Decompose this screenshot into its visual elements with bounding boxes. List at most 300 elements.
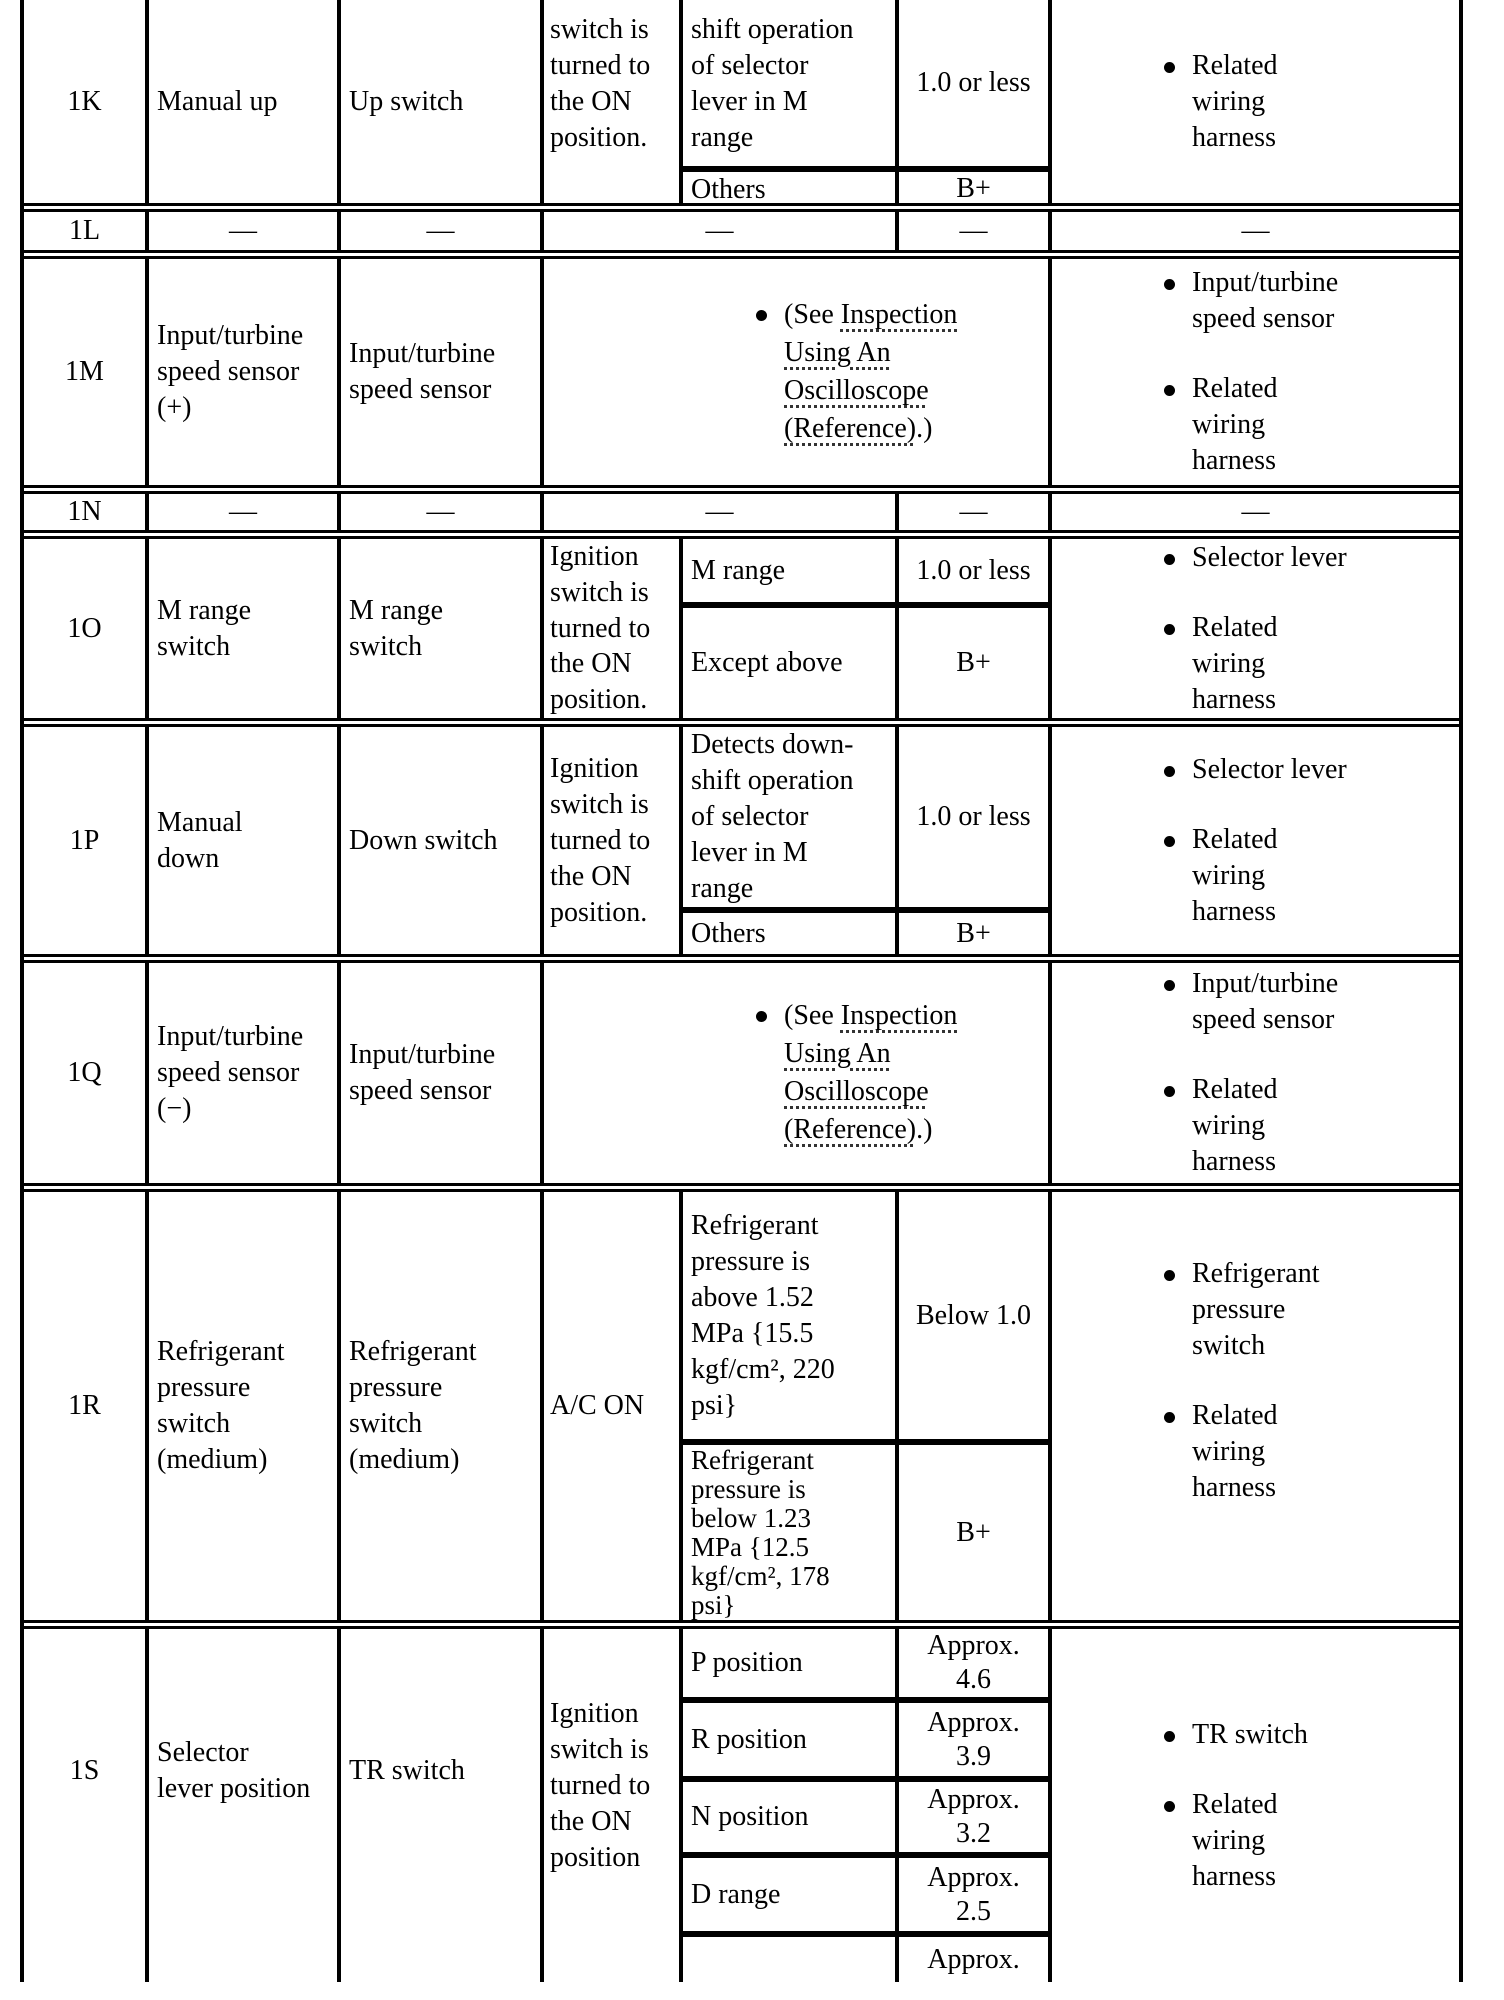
inspection-item	[1164, 1787, 1278, 1895]
text-line: position.	[550, 684, 648, 716]
text-line: wiring	[1192, 647, 1266, 679]
inspection-item	[1164, 48, 1278, 156]
inspection-cell	[1052, 1192, 1459, 1620]
terminal-cell	[24, 212, 149, 250]
bullet-icon	[1164, 836, 1175, 847]
dash-cell	[1052, 212, 1459, 250]
text-line: lever position	[157, 1772, 311, 1804]
inspection-item-text	[1192, 1717, 1308, 1753]
text-line: speed sensor	[349, 374, 492, 405]
oscilloscope-reference-link[interactable]: (Reference)	[784, 413, 917, 444]
dash-cell	[1052, 494, 1459, 530]
dash-cell	[544, 494, 899, 530]
text-line: kgf/cm², 220	[691, 1353, 835, 1385]
connected-to-cell	[341, 727, 544, 954]
test-condition-cell	[544, 1629, 683, 1982]
condition-cell	[683, 1629, 899, 1697]
test-condition-cell	[544, 539, 683, 718]
inspection-item-text	[1192, 540, 1347, 576]
terminal-cell	[24, 539, 149, 718]
table-row-1R	[24, 1192, 1459, 1629]
inspection-item-text	[1192, 752, 1347, 788]
inspection-item-text	[1192, 1072, 1278, 1180]
text-line: wiring	[1192, 859, 1266, 891]
inspection-item-text	[1192, 966, 1338, 1038]
text-line: Approx.	[927, 1630, 1020, 1661]
terminal-label: 1M	[65, 356, 104, 387]
terminal-cell	[24, 494, 149, 530]
condition-cell	[683, 727, 899, 907]
bullet-icon	[1164, 1086, 1175, 1097]
oscilloscope-note-cell	[544, 963, 1052, 1183]
text-line: wiring	[1192, 1110, 1266, 1141]
text-line: N position	[691, 1801, 809, 1832]
condition-subrow	[683, 1192, 1048, 1445]
terminal-cell	[24, 0, 149, 203]
terminal-cell	[24, 963, 149, 1183]
condition-subrow	[683, 172, 1048, 203]
text-line: MPa {15.5	[691, 1317, 814, 1349]
condition-voltage-group	[683, 727, 1052, 954]
terminal-label: 1K	[67, 85, 102, 117]
bullet-icon	[756, 1011, 767, 1022]
note-line	[784, 1073, 957, 1111]
table-row-1P	[24, 727, 1459, 963]
note-text-plain: (See	[784, 299, 841, 330]
text-line: 2.5	[956, 1895, 991, 1927]
note-text	[784, 296, 957, 448]
bullet-icon	[1164, 624, 1175, 635]
inspection-item-text	[1192, 1398, 1278, 1506]
text-line: TR switch	[349, 1754, 465, 1786]
bullet-icon	[1164, 1731, 1175, 1742]
text-line: switch is	[550, 14, 649, 45]
dash: —	[1241, 215, 1270, 246]
terminal-cell	[24, 1192, 149, 1620]
text-line: pressure is	[691, 1245, 810, 1277]
text-line: pressure	[1192, 1294, 1286, 1325]
text-line: MPa {12.5	[691, 1531, 809, 1562]
table-row-1S	[24, 1629, 1459, 1982]
dash: —	[426, 496, 455, 527]
voltage-cell	[899, 1782, 1048, 1852]
text-line: harness	[1192, 121, 1276, 153]
table-row-1N	[24, 494, 1459, 539]
text-line: Related	[1192, 1074, 1278, 1105]
note-text-plain: .)	[916, 1114, 933, 1145]
bullet-icon	[1164, 1801, 1175, 1812]
oscilloscope-reference-link[interactable]: Oscilloscope	[784, 1076, 929, 1107]
dash: —	[229, 215, 257, 246]
text-line: switch	[1192, 1330, 1266, 1361]
text-line: M range	[691, 554, 786, 586]
inspection-cell	[1052, 1629, 1459, 1982]
text-line: of selector	[691, 801, 809, 832]
condition-cell	[683, 0, 899, 166]
terminal-label: 1Q	[67, 1057, 102, 1088]
text-line: turned to	[550, 612, 651, 644]
voltage-cell	[899, 0, 1048, 166]
inspection-item-text	[1192, 1787, 1278, 1895]
text-line: the ON	[550, 648, 632, 680]
bullet-icon	[1164, 1270, 1175, 1281]
text-line: Refrigerant	[691, 1445, 814, 1475]
note-line	[784, 372, 957, 410]
text-line: below 1.23	[691, 1502, 811, 1533]
condition-subrow	[683, 1445, 1048, 1620]
condition-subrow	[683, 727, 1048, 913]
inspection-item	[1164, 265, 1338, 337]
text-line: (medium)	[349, 1444, 460, 1475]
text-line: pressure	[157, 1372, 251, 1403]
condition-cell	[683, 1858, 899, 1931]
note-text-plain: (See	[784, 1000, 841, 1031]
text-line: Related	[1192, 1788, 1278, 1820]
oscilloscope-reference-link[interactable]: (Reference)	[784, 1114, 917, 1145]
text-line: harness	[1192, 445, 1276, 476]
dash-cell	[341, 494, 544, 530]
oscilloscope-reference-link[interactable]: Inspection	[840, 299, 958, 330]
connected-to-cell	[341, 963, 544, 1183]
text-line: M range	[157, 594, 252, 626]
condition-subrow	[683, 0, 1048, 172]
text-line: Refrigerant	[349, 1336, 477, 1367]
oscilloscope-reference-link[interactable]: Oscilloscope	[784, 375, 929, 406]
table-row-1Q	[24, 963, 1459, 1192]
text-line: wiring	[1192, 409, 1266, 440]
text-line: position.	[550, 896, 648, 928]
text-line: Others	[691, 917, 766, 949]
text-line: switch	[349, 630, 423, 662]
dash-cell	[544, 212, 899, 250]
terminal-label: 1R	[68, 1390, 101, 1421]
text-line: Approx.	[927, 1861, 1020, 1893]
table-row-1L	[24, 212, 1459, 259]
dash-cell	[149, 212, 341, 250]
note-line	[784, 410, 957, 448]
text-line: harness	[1192, 683, 1276, 715]
terminal-label: 1O	[67, 612, 102, 644]
text-line: (+)	[157, 392, 192, 423]
inspection-cell	[1052, 963, 1459, 1183]
text-line: Refrigerant	[691, 1209, 819, 1241]
condition-subrow	[683, 1782, 1048, 1858]
note-line	[784, 296, 957, 334]
text-line: B+	[956, 1516, 991, 1548]
inspection-cell	[1052, 539, 1459, 718]
text-line: psi}	[691, 1389, 738, 1421]
condition-cell	[683, 608, 899, 718]
text-line: Detects down-	[691, 729, 854, 760]
voltage-cell	[899, 608, 1048, 718]
note-text-plain: .)	[916, 413, 933, 444]
bullet-icon	[1164, 766, 1175, 777]
text-line: M range	[349, 594, 444, 626]
inspection-item	[1164, 371, 1278, 479]
text-line: R position	[691, 1723, 807, 1755]
note-line	[784, 1111, 957, 1149]
inspection-item-text	[1192, 822, 1278, 930]
text-line: down	[157, 842, 220, 874]
voltage-cell	[899, 727, 1048, 907]
condition-cell	[683, 539, 899, 602]
condition-cell	[683, 172, 899, 203]
voltage-cell	[899, 913, 1048, 954]
text-line: B+	[956, 917, 991, 949]
text-line: Others	[691, 174, 766, 203]
text-line: 1.0 or less	[916, 554, 1031, 586]
terminal-label: 1S	[69, 1754, 100, 1786]
table-row-1O	[24, 539, 1459, 727]
bullet-icon	[756, 310, 767, 321]
condition-subrow	[683, 1629, 1048, 1703]
condition-cell	[683, 1937, 899, 1982]
terminal-cell	[24, 727, 149, 954]
condition-cell	[683, 1703, 899, 1776]
inspection-item	[1164, 752, 1347, 788]
signal-name-cell	[149, 963, 341, 1183]
text-line: 1.0 or less	[916, 67, 1031, 98]
condition-cell	[683, 1192, 899, 1439]
text-line: Ignition	[550, 752, 639, 784]
connected-to-cell	[341, 539, 544, 718]
text-line: range	[691, 873, 754, 904]
text-line: speed sensor	[1192, 303, 1335, 334]
text-line: Up switch	[349, 85, 464, 117]
text-line: Manual up	[157, 85, 278, 117]
text-line: the ON	[550, 860, 632, 892]
text-line: position.	[550, 122, 648, 153]
text-line: Manual	[157, 806, 243, 838]
text-line: Selector	[157, 1736, 249, 1768]
text-line: shift operation	[691, 14, 854, 45]
text-line: wiring	[1192, 1436, 1266, 1467]
inspection-item-text	[1192, 48, 1278, 156]
text-line: Selector lever	[1192, 541, 1347, 573]
text-line: Related	[1192, 1400, 1278, 1431]
text-line: Below 1.0	[915, 1299, 1032, 1331]
signal-name-cell	[149, 727, 341, 954]
note-text	[784, 997, 957, 1149]
connected-to-cell	[341, 0, 544, 203]
text-line: A/C ON	[550, 1390, 645, 1421]
text-line: switch	[157, 630, 231, 662]
text-line: pressure	[349, 1372, 443, 1403]
voltage-cell	[899, 1703, 1048, 1776]
terminal-voltage-table	[20, 0, 1463, 1982]
inspection-item	[1164, 1398, 1278, 1506]
test-condition-cell	[544, 0, 683, 203]
text-line: Refrigerant	[1192, 1258, 1320, 1289]
text-line: switch	[349, 1408, 423, 1439]
condition-subrow	[683, 1703, 1048, 1782]
oscilloscope-reference-link[interactable]: Inspection	[840, 1000, 958, 1031]
condition-subrow	[683, 913, 1048, 954]
text-line: 3.2	[956, 1818, 991, 1849]
text-line: Selector lever	[1192, 753, 1347, 785]
table-row-1K	[24, 0, 1459, 212]
inspection-cell	[1052, 0, 1459, 203]
text-line: turned to	[550, 50, 651, 81]
text-line: D range	[691, 1878, 781, 1910]
text-line: Related	[1192, 611, 1278, 643]
note-line	[784, 1035, 957, 1073]
text-line: speed sensor	[1192, 1004, 1335, 1035]
oscilloscope-reference-link[interactable]: Using An	[784, 1038, 891, 1069]
inspection-item-text	[1192, 610, 1278, 718]
text-line: harness	[1192, 895, 1276, 927]
text-line: turned to	[550, 824, 651, 856]
text-line: position	[550, 1841, 641, 1873]
voltage-cell	[899, 172, 1048, 203]
dash-cell	[149, 494, 341, 530]
dash: —	[705, 496, 734, 527]
voltage-cell	[899, 539, 1048, 602]
text-line: Ignition	[550, 541, 639, 572]
terminal-label: 1L	[68, 215, 101, 246]
inspection-item	[1164, 1256, 1320, 1364]
voltage-cell	[899, 1937, 1048, 1982]
inspection-item-text	[1192, 371, 1278, 479]
text-line: 3.9	[956, 1740, 991, 1772]
note-line	[784, 997, 957, 1035]
text-line: wiring	[1192, 85, 1266, 117]
inspection-item	[1164, 966, 1338, 1038]
text-line: the ON	[550, 86, 632, 117]
signal-name-cell	[149, 259, 341, 485]
text-line: Related	[1192, 49, 1278, 81]
text-line: Approx.	[927, 1706, 1020, 1738]
text-line: speed sensor	[157, 356, 300, 387]
text-line: range	[691, 122, 754, 153]
text-line: switch is	[550, 576, 649, 608]
text-line: (−)	[157, 1093, 192, 1124]
condition-cell	[683, 913, 899, 954]
text-line: TR switch	[1192, 1718, 1308, 1750]
connected-to-cell	[341, 1192, 544, 1620]
text-line: Input/turbine	[1192, 267, 1339, 298]
inspection-cell	[1052, 259, 1459, 485]
text-line: Down switch	[349, 824, 498, 856]
text-line: Refrigerant	[157, 1336, 285, 1367]
text-line: harness	[1192, 1146, 1276, 1177]
condition-subrow	[683, 539, 1048, 608]
text-line	[691, 1946, 895, 1974]
text-line: of selector	[691, 50, 809, 81]
bullet-icon	[1164, 1412, 1175, 1423]
voltage-cell	[899, 1192, 1048, 1439]
dash: —	[959, 215, 988, 246]
bullet-icon	[1164, 385, 1175, 396]
text-line: kgf/cm², 178	[691, 1560, 830, 1591]
connected-to-cell	[341, 1629, 544, 1982]
text-line: Related	[1192, 823, 1278, 855]
text-line: shift operation	[691, 765, 854, 796]
condition-voltage-group	[683, 0, 1052, 203]
test-condition-cell	[544, 1192, 683, 1620]
oscilloscope-note-cell	[544, 259, 1052, 485]
text-line: 4.6	[956, 1664, 991, 1695]
text-line: pressure is	[691, 1473, 806, 1504]
terminal-cell	[24, 259, 149, 485]
text-line: harness	[1192, 1472, 1276, 1503]
note-item	[756, 296, 957, 448]
text-line: above 1.52	[691, 1281, 814, 1313]
voltage-cell	[899, 1858, 1048, 1931]
dash: —	[959, 496, 988, 527]
condition-voltage-group	[683, 539, 1052, 718]
test-condition-cell	[544, 727, 683, 954]
dash-cell	[341, 212, 544, 250]
text-line: lever in M	[691, 837, 808, 868]
dash-cell	[899, 494, 1052, 530]
text-line: switch is	[550, 788, 649, 820]
text-line: Input/turbine	[157, 1021, 304, 1052]
text-line: (medium)	[157, 1444, 268, 1475]
inspection-item-text	[1192, 265, 1338, 337]
dash: —	[229, 496, 257, 527]
inspection-item	[1164, 822, 1278, 930]
oscilloscope-reference-link[interactable]: Using An	[784, 337, 891, 368]
signal-name-cell	[149, 539, 341, 718]
connected-to-cell	[341, 259, 544, 485]
text-line: Input/turbine	[349, 1039, 496, 1070]
bullet-icon	[1164, 62, 1175, 73]
text-line: harness	[1192, 1860, 1276, 1892]
terminal-label: 1P	[69, 824, 100, 856]
text-line: wiring	[1192, 1824, 1266, 1856]
text-line: B+	[956, 647, 991, 678]
text-line: lever in M	[691, 86, 808, 117]
condition-subrow	[683, 1858, 1048, 1937]
text-line: B+	[956, 173, 991, 203]
text-line: Approx.	[927, 1943, 1020, 1975]
table-row-1M	[24, 259, 1459, 494]
text-line: the ON	[550, 1805, 632, 1837]
note-item	[756, 997, 957, 1149]
text-line: Input/turbine	[157, 320, 304, 351]
condition-cell	[683, 1782, 899, 1852]
inspection-item	[1164, 610, 1278, 718]
inspection-cell	[1052, 727, 1459, 954]
inspection-item	[1164, 1717, 1308, 1753]
condition-cell	[683, 1445, 899, 1620]
note-line	[784, 334, 957, 372]
dash: —	[705, 215, 734, 246]
text-line: P position	[691, 1647, 803, 1678]
dash-cell	[899, 212, 1052, 250]
dash: —	[1241, 496, 1270, 527]
text-line: Except above	[691, 647, 843, 678]
text-line: speed sensor	[349, 1075, 492, 1106]
text-line: speed sensor	[157, 1057, 300, 1088]
condition-voltage-group	[683, 1629, 1052, 1982]
inspection-item-text	[1192, 1256, 1320, 1364]
signal-name-cell	[149, 1192, 341, 1620]
voltage-cell	[899, 1445, 1048, 1620]
text-line: turned to	[550, 1769, 651, 1801]
text-line: 1.0 or less	[916, 801, 1031, 832]
bullet-icon	[1164, 554, 1175, 565]
terminal-cell	[24, 1629, 149, 1982]
text-line: Approx.	[927, 1784, 1020, 1815]
bullet-icon	[1164, 279, 1175, 290]
inspection-item	[1164, 540, 1347, 576]
text-line: Input/turbine	[1192, 968, 1339, 999]
condition-voltage-group	[683, 1192, 1052, 1620]
voltage-cell	[899, 1629, 1048, 1697]
text-line: Ignition	[550, 1697, 639, 1729]
